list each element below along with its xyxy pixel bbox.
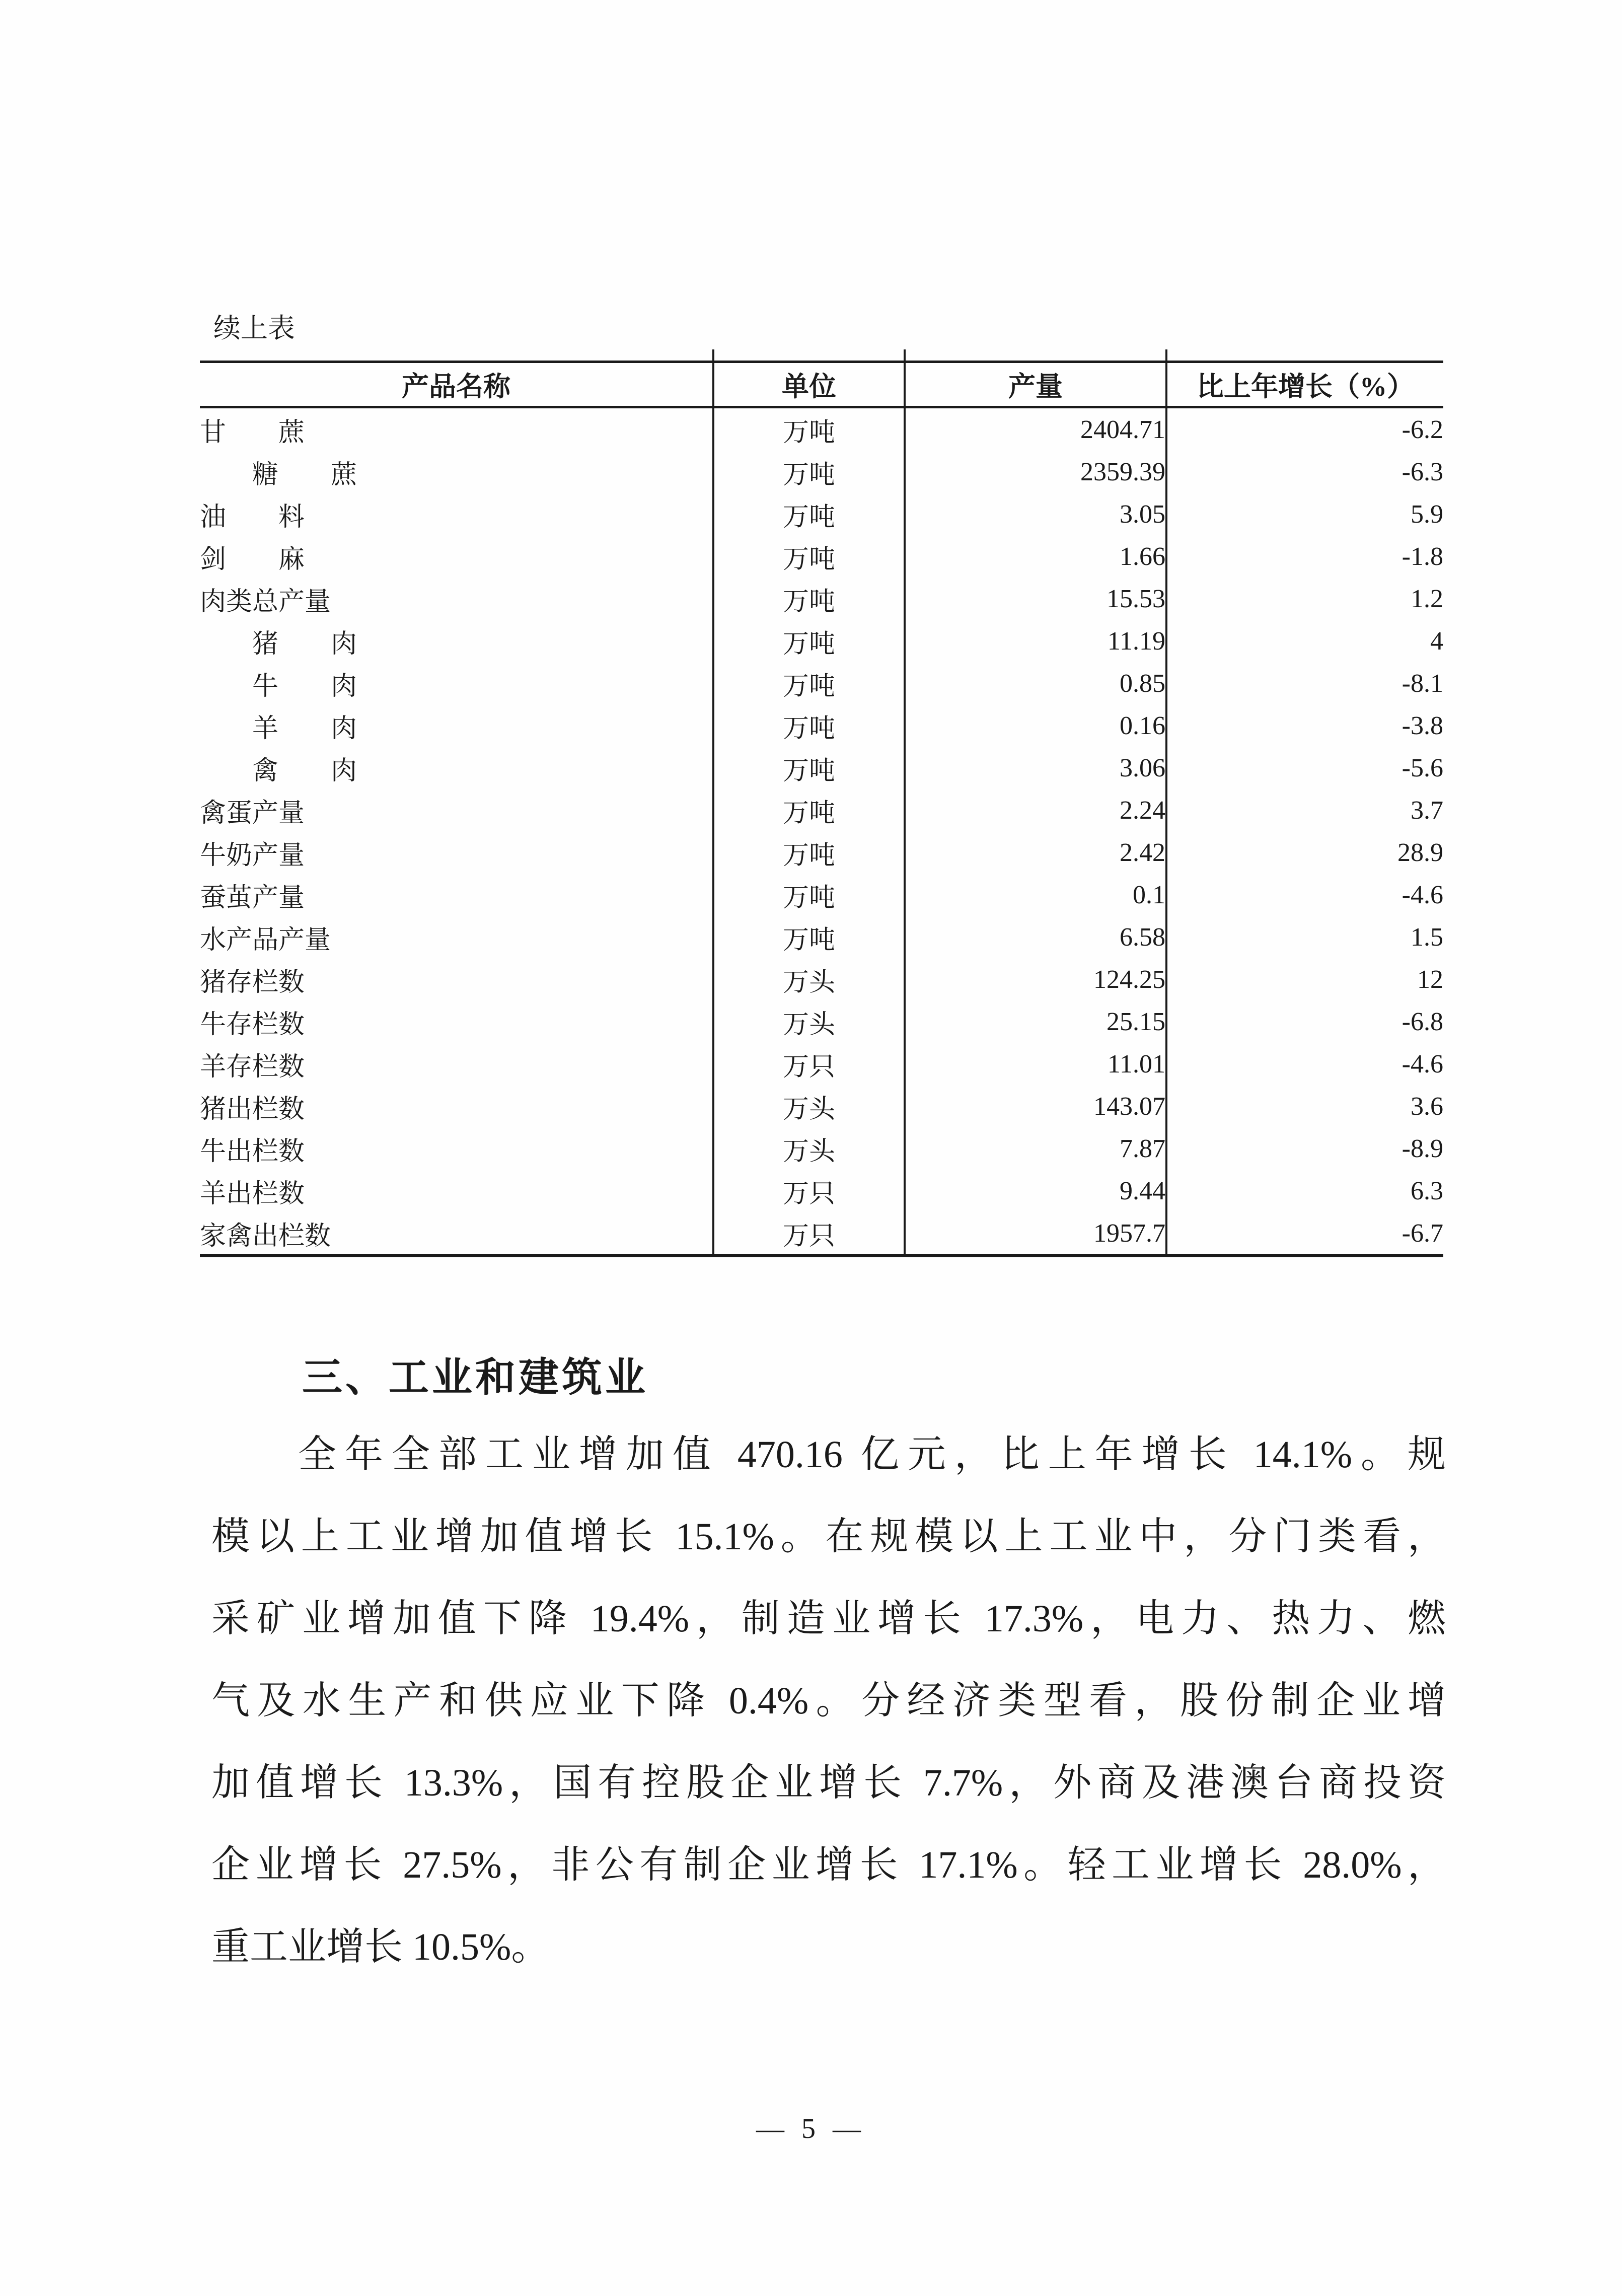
table-row	[200, 407, 1443, 451]
product-name-cell: 剑 麻	[200, 545, 305, 574]
growth-cell: 1.5	[1166, 916, 1443, 958]
growth-cell: 28.9	[1166, 831, 1443, 874]
product-name-cell: 牛奶产量	[200, 841, 305, 870]
output-cell: 7.87	[905, 1127, 1166, 1170]
growth-cell: -5.6	[1166, 747, 1443, 789]
paragraph-line: 采矿业增加值下降 19.4%，制造业增长 17.3%，电力、热力、燃	[211, 1598, 1446, 1640]
paragraph-line: 企业增长 27.5%，非公有制企业增长 17.1%。轻工业增长 28.0%，	[211, 1844, 1446, 1886]
column-divider-stub	[1165, 349, 1167, 361]
unit-cell: 万吨	[713, 874, 905, 916]
continuation-table-label: 续上表	[213, 313, 295, 343]
growth-cell: 3.6	[1166, 1085, 1443, 1127]
product-name-cell: 羊存栏数	[200, 1052, 305, 1082]
growth-cell: 5.9	[1166, 493, 1443, 535]
unit-cell: 万头	[713, 1085, 905, 1127]
unit-cell: 万吨	[713, 831, 905, 874]
product-name-cell: 牛 肉	[200, 672, 357, 701]
output-cell: 0.16	[905, 704, 1166, 747]
table-row	[200, 789, 1443, 831]
column-header-product-name: 产品名称	[200, 362, 713, 407]
product-name-cell: 糖 蔗	[200, 460, 357, 489]
table-row	[200, 916, 1443, 958]
unit-cell: 万吨	[713, 747, 905, 789]
product-name-cell: 牛出栏数	[200, 1137, 305, 1166]
table-header-row	[200, 362, 1443, 407]
output-cell: 2359.39	[905, 451, 1166, 493]
paragraph-line: 加值增长 13.3%，国有控股企业增长 7.7%，外商及港澳台商投资	[211, 1762, 1446, 1804]
product-name-cell: 羊出栏数	[200, 1179, 305, 1208]
product-name-cell: 牛存栏数	[200, 1010, 305, 1039]
growth-cell: -3.8	[1166, 704, 1443, 747]
industry-paragraph	[211, 1414, 1446, 1988]
unit-cell: 万吨	[713, 535, 905, 578]
product-name-cell: 猪出栏数	[200, 1095, 305, 1124]
table-row	[200, 1085, 1443, 1127]
output-cell: 6.58	[905, 916, 1166, 958]
output-cell: 143.07	[905, 1085, 1166, 1127]
output-cell: 0.1	[905, 874, 1166, 916]
product-name-cell: 禽蛋产量	[200, 799, 305, 828]
section-heading: 三、工业和建筑业	[302, 1355, 648, 1400]
paragraph-line: 全年全部工业增加值 470.16 亿元，比上年增长 14.1%。规	[298, 1433, 1446, 1476]
output-cell: 11.01	[905, 1043, 1166, 1085]
unit-cell: 万头	[713, 958, 905, 1000]
unit-cell: 万吨	[713, 493, 905, 535]
unit-cell: 万只	[713, 1170, 905, 1212]
table-row	[200, 620, 1443, 662]
column-header-output: 产量	[905, 362, 1166, 407]
table-row	[200, 874, 1443, 916]
table-row	[200, 535, 1443, 578]
output-cell: 2.42	[905, 831, 1166, 874]
unit-cell: 万吨	[713, 578, 905, 620]
product-name-cell: 水产品产量	[200, 925, 331, 955]
output-cell: 124.25	[905, 958, 1166, 1000]
product-name-cell: 猪 肉	[200, 629, 357, 659]
product-name-cell: 禽 肉	[200, 756, 357, 785]
product-name-cell: 油 料	[200, 503, 305, 532]
unit-cell: 万吨	[713, 407, 905, 451]
output-cell: 1957.7	[905, 1212, 1166, 1256]
table-row	[200, 704, 1443, 747]
paragraph-line: 模以上工业增加值增长 15.1%。在规模以上工业中，分门类看，	[211, 1516, 1446, 1558]
output-cell: 2.24	[905, 789, 1166, 831]
production-table-container	[200, 361, 1443, 1257]
product-name-cell: 蚕茧产量	[200, 883, 305, 912]
unit-cell: 万吨	[713, 662, 905, 704]
growth-cell: 12	[1166, 958, 1443, 1000]
column-header-unit: 单位	[713, 362, 905, 407]
unit-cell: 万吨	[713, 789, 905, 831]
output-cell: 0.85	[905, 662, 1166, 704]
growth-cell: -6.2	[1166, 407, 1443, 451]
product-name-cell: 肉类总产量	[200, 587, 331, 616]
unit-cell: 万头	[713, 1127, 905, 1170]
growth-cell: -8.9	[1166, 1127, 1443, 1170]
table-row	[200, 578, 1443, 620]
growth-cell: -6.3	[1166, 451, 1443, 493]
unit-cell: 万吨	[713, 916, 905, 958]
table-row	[200, 1043, 1443, 1085]
unit-cell: 万吨	[713, 704, 905, 747]
column-header-growth: 比上年增长（%）	[1166, 362, 1443, 407]
growth-cell: -1.8	[1166, 535, 1443, 578]
paragraph-line: 气及水生产和供应业下降 0.4%。分经济类型看，股份制企业增	[211, 1680, 1446, 1722]
output-cell: 15.53	[905, 578, 1166, 620]
table-row	[200, 662, 1443, 704]
growth-cell: 4	[1166, 620, 1443, 662]
unit-cell: 万头	[713, 1000, 905, 1043]
output-cell: 9.44	[905, 1170, 1166, 1212]
output-cell: 3.06	[905, 747, 1166, 789]
growth-cell: 6.3	[1166, 1170, 1443, 1212]
table-row	[200, 451, 1443, 493]
growth-cell: -4.6	[1166, 1043, 1443, 1085]
table-row	[200, 1127, 1443, 1170]
table-row	[200, 747, 1443, 789]
table-header	[200, 362, 1443, 407]
growth-cell: -6.8	[1166, 1000, 1443, 1043]
product-name-cell: 甘 蔗	[200, 418, 305, 447]
table-row	[200, 958, 1443, 1000]
table-row	[200, 831, 1443, 874]
growth-cell: 1.2	[1166, 578, 1443, 620]
column-divider-stub	[712, 349, 714, 361]
output-cell: 11.19	[905, 620, 1166, 662]
output-cell: 1.66	[905, 535, 1166, 578]
growth-cell: -8.1	[1166, 662, 1443, 704]
table-row	[200, 1000, 1443, 1043]
table-row	[200, 493, 1443, 535]
output-cell: 25.15	[905, 1000, 1166, 1043]
product-name-cell: 猪存栏数	[200, 968, 305, 997]
output-cell: 3.05	[905, 493, 1166, 535]
growth-cell: -6.7	[1166, 1212, 1443, 1256]
column-divider-stub	[904, 349, 906, 361]
paragraph-line: 重工业增长 10.5%。	[211, 1926, 550, 1968]
table-row	[200, 1212, 1443, 1256]
page-number: — 5 —	[756, 2113, 866, 2144]
unit-cell: 万只	[713, 1043, 905, 1085]
table-row	[200, 1170, 1443, 1212]
unit-cell: 万吨	[713, 451, 905, 493]
unit-cell: 万只	[713, 1212, 905, 1256]
output-cell: 2404.71	[905, 407, 1166, 451]
table-body	[200, 407, 1443, 1256]
product-name-cell: 羊 肉	[200, 714, 357, 743]
production-continuation-table	[200, 361, 1443, 1257]
growth-cell: -4.6	[1166, 874, 1443, 916]
growth-cell: 3.7	[1166, 789, 1443, 831]
unit-cell: 万吨	[713, 620, 905, 662]
product-name-cell: 家禽出栏数	[200, 1222, 331, 1251]
